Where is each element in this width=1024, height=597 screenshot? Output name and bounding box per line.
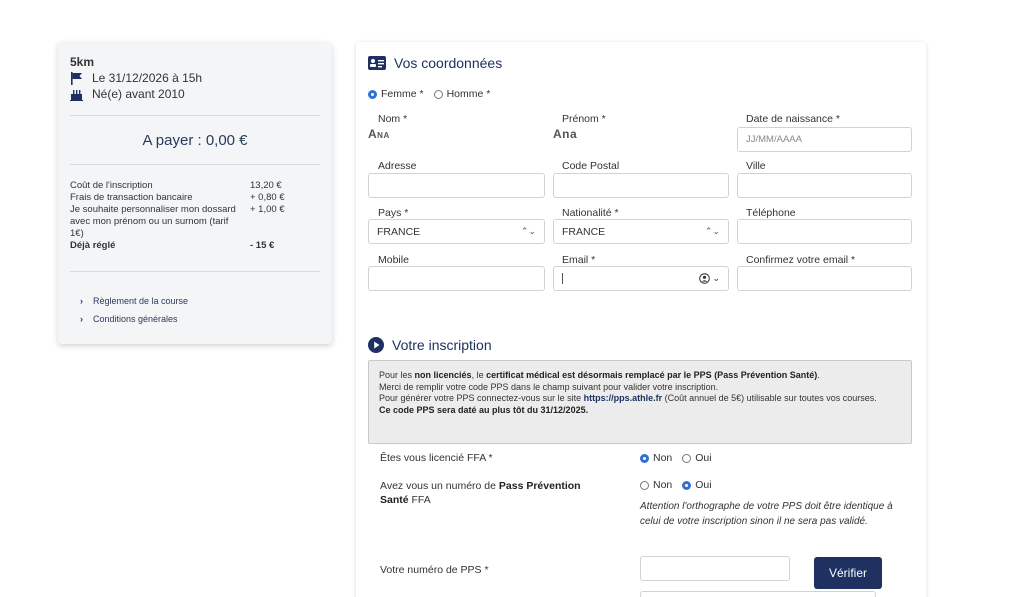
- ffa-licensed-radio-group: [640, 452, 722, 464]
- question-text: FFA: [408, 494, 431, 506]
- divider: [70, 164, 320, 165]
- birth-restriction: [70, 87, 320, 101]
- race-date: [70, 71, 320, 85]
- radio-male[interactable]: [434, 90, 443, 99]
- autofill-contact-icon[interactable]: ⌄: [699, 273, 720, 284]
- gender-female-option[interactable]: [368, 88, 424, 100]
- radio-pps-no[interactable]: [640, 481, 649, 490]
- phone-input[interactable]: [737, 219, 912, 244]
- ffa-no-label: Non: [653, 452, 673, 464]
- email-input[interactable]: [553, 266, 729, 291]
- question-pps-number: [380, 479, 610, 507]
- country-select-value: FRANCE: [377, 225, 421, 238]
- label-city: Ville: [746, 160, 766, 172]
- divider: [70, 115, 320, 116]
- cost-value: + 0,80 €: [250, 192, 285, 203]
- pps-no-option[interactable]: [640, 479, 672, 491]
- cost-label: Je souhaite personnaliser mon dossard avec mon prénom ou un surnom (tarif 1€): [70, 204, 236, 239]
- birthday-cake-icon: [70, 88, 86, 101]
- section-title-inscription-text: Votre inscription: [392, 337, 492, 353]
- radio-female[interactable]: [368, 90, 377, 99]
- section-title-coords-text: Vos coordonnées: [394, 55, 503, 71]
- order-summary: [58, 42, 332, 344]
- registration-form: [356, 42, 926, 597]
- label-nom: Nom *: [378, 113, 408, 125]
- notice-text: Pour générer votre PPS connectez-vous sur le site: [379, 393, 584, 403]
- notice-line-3: [379, 393, 901, 405]
- notice-text: .: [817, 370, 820, 380]
- notice-line-2: Merci de remplir votre code PPS dans le champ suivant pour valider votre inscription.: [379, 381, 719, 392]
- pps-no-label: Non: [653, 479, 673, 491]
- select-arrows-icon: ⌃⌄: [704, 226, 720, 236]
- notice-bold: non licenciés: [414, 370, 472, 380]
- notice-text: , le: [471, 370, 487, 380]
- gender-radio-group: [368, 88, 500, 100]
- label-pps-number: Votre numéro de PPS *: [380, 564, 489, 576]
- nationality-select-value: FRANCE: [562, 225, 606, 238]
- radio-ffa-yes[interactable]: [682, 454, 691, 463]
- label-country: Pays *: [378, 207, 409, 219]
- label-confirm-email: Confirmez votre email *: [746, 254, 856, 266]
- text-caret: [562, 273, 563, 284]
- notice-text: (Coût annuel de 5€) utilisable sur toutes vos courses.: [662, 393, 877, 403]
- cost-label: Frais de transaction bancaire: [70, 192, 193, 203]
- play-circle-icon: [368, 337, 384, 353]
- race-date-text: Le 31/12/2026 à 15h: [92, 71, 203, 85]
- address-input[interactable]: [368, 173, 545, 198]
- value-prenom: Ana: [553, 127, 578, 141]
- radio-ffa-no[interactable]: [640, 454, 649, 463]
- pps-spelling-warning: Attention l'orthographe de votre PPS doit être identique à celui de votre inscription sinon il ne sera pas validé.: [640, 501, 893, 527]
- pps-notice: [368, 360, 912, 444]
- cost-label: Coût de l'inscription: [70, 180, 153, 191]
- label-phone: Téléphone: [746, 207, 796, 219]
- pps-link[interactable]: https://pps.athle.fr: [583, 393, 663, 403]
- chevron-right-icon: ›: [80, 296, 83, 306]
- flag-icon: [70, 72, 86, 85]
- gender-male-option[interactable]: [434, 88, 491, 100]
- label-address: Adresse: [378, 160, 417, 172]
- link-terms-label: Conditions générales: [93, 314, 178, 324]
- cost-row: [70, 204, 320, 240]
- notice-line-1: [379, 370, 901, 382]
- label-birthdate: Date de naissance *: [746, 113, 840, 125]
- pps-yes-label: Oui: [695, 479, 712, 491]
- cost-value: + 1,00 €: [250, 204, 285, 215]
- postal-code-input[interactable]: [553, 173, 729, 198]
- notice-bold: Ce code PPS sera daté au plus tôt du 31/12/2025.: [379, 404, 589, 415]
- link-terms[interactable]: [80, 314, 188, 324]
- race-name: 5km: [70, 55, 95, 69]
- question-bold: Pass Prévention Santé: [380, 480, 581, 506]
- question-text: Avez vous un numéro de: [380, 480, 499, 492]
- link-rules[interactable]: [80, 296, 188, 306]
- ffa-no-option[interactable]: [640, 452, 672, 464]
- label-nationality: Nationalité *: [562, 207, 619, 219]
- gender-female-label: Femme *: [381, 88, 424, 100]
- amount-to-pay: A payer : 0,00 €: [142, 132, 248, 149]
- birth-restriction-text: Né(e) avant 2010: [92, 87, 185, 101]
- pps-yes-option[interactable]: [682, 479, 711, 491]
- summary-links: [80, 296, 188, 332]
- select-arrows-icon: ⌃⌄: [520, 226, 536, 236]
- question-ffa-licensed: Êtes vous licencié FFA *: [380, 452, 493, 464]
- city-input[interactable]: [737, 173, 912, 198]
- birthdate-input[interactable]: JJ/MM/AAAA: [737, 127, 912, 152]
- notice-text: Pour les: [379, 370, 415, 380]
- label-mobile: Mobile: [378, 254, 409, 266]
- section-title-inscription: [368, 337, 492, 353]
- mobile-input[interactable]: [368, 266, 545, 291]
- cost-breakdown: [70, 180, 320, 252]
- link-rules-label: Règlement de la course: [93, 296, 189, 306]
- radio-pps-yes[interactable]: [682, 481, 691, 490]
- label-postal-code: Code Postal: [562, 160, 620, 172]
- cost-value: 13,20 €: [250, 180, 282, 191]
- notice-bold: certificat médical est désormais remplacé par le PPS (Pass Prévention Santé): [486, 370, 818, 380]
- cost-row: [70, 192, 320, 204]
- section-title-coords: [368, 55, 502, 71]
- country-select[interactable]: [368, 219, 545, 244]
- nationality-select[interactable]: [553, 219, 729, 244]
- ffa-yes-option[interactable]: [682, 452, 711, 464]
- divider: [70, 271, 320, 272]
- id-card-icon: [368, 56, 386, 70]
- pps-radio-group: [640, 479, 722, 491]
- notice-line-4: [379, 405, 901, 417]
- pps-secondary-input[interactable]: [640, 591, 876, 597]
- cost-row-paid: [70, 240, 320, 252]
- cost-value: - 15 €: [250, 240, 275, 251]
- confirm-email-input[interactable]: [737, 266, 912, 291]
- verify-button[interactable]: Vérifier: [814, 557, 882, 589]
- value-nom: Ana: [368, 127, 390, 141]
- cost-row: [70, 180, 320, 192]
- label-prenom: Prénom *: [562, 113, 606, 125]
- label-email: Email *: [562, 254, 596, 266]
- chevron-right-icon: ›: [80, 314, 83, 324]
- ffa-yes-label: Oui: [695, 452, 712, 464]
- gender-male-label: Homme *: [446, 88, 491, 100]
- cost-label: Déjà réglé: [70, 240, 116, 251]
- pps-number-input[interactable]: [640, 556, 790, 581]
